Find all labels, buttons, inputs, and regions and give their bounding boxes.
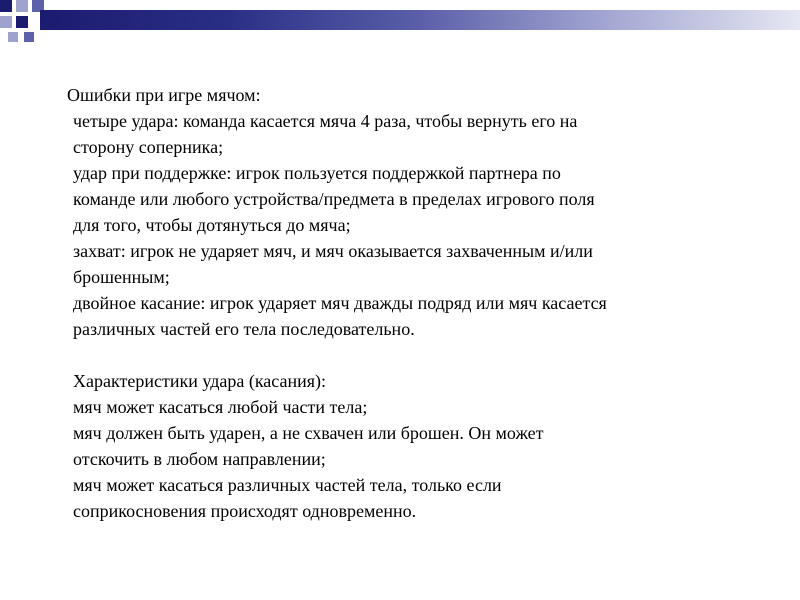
text-line: удар при поддержке: игрок пользуется поддержкой партнера по xyxy=(73,163,561,183)
section-heading-hit-characteristics: Характеристики удара (касания): xyxy=(73,371,327,391)
header-band xyxy=(40,10,800,30)
text-line: мяч должен быть ударен, а не схвачен или брошен. Он может xyxy=(73,423,544,443)
text-line: отскочить в любом направлении; xyxy=(73,449,326,469)
text-line: мяч может касаться любой части тела; xyxy=(73,397,368,417)
decor-square xyxy=(24,32,34,42)
decor-square xyxy=(0,0,12,12)
text-line: различных частей его тела последовательно. xyxy=(73,319,415,339)
decor-square xyxy=(16,0,28,12)
text-line: мяч может касаться различных частей тела, только если xyxy=(73,475,502,495)
text-line: для того, чтобы дотянуться до мяча; xyxy=(73,215,351,235)
text-line: четыре удара: команда касается мяча 4 раза, чтобы вернуть его на xyxy=(73,111,578,131)
decor-square xyxy=(0,16,12,28)
slide-content xyxy=(67,82,767,524)
text-line: захват: игрок не ударяет мяч, и мяч оказывается захваченным и/или xyxy=(73,241,593,261)
spacer xyxy=(67,342,767,368)
decor-square xyxy=(8,32,18,42)
text-line: сторону соперника; xyxy=(73,137,224,157)
section-heading-errors: Ошибки при игре мячом: xyxy=(67,85,261,105)
text-line: команде или любого устройства/предмета в пределах игрового поля xyxy=(73,189,595,209)
decor-square xyxy=(16,16,28,28)
text-line: брошенным; xyxy=(73,267,170,287)
text-line: соприкосновения происходят одновременно. xyxy=(73,501,417,521)
text-line: двойное касание: игрок ударяет мяч дважды подряд или мяч касается xyxy=(73,293,607,313)
